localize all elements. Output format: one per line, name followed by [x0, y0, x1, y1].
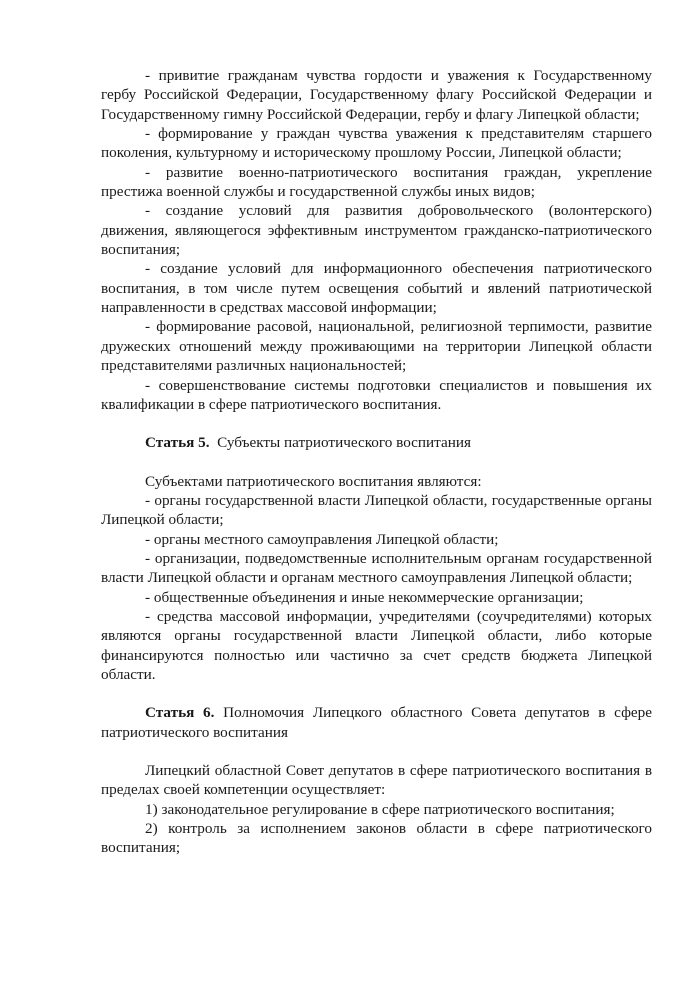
- document-body: [101, 66, 652, 858]
- article-6-intro: Липецкий областной Совет депутатов в сфере патриотического воспитания в пределах своей компетенции осуществляет:: [101, 762, 652, 799]
- article-5-intro: Субъектами патриотического воспитания являются:: [145, 472, 482, 490]
- article-6-title: Полномочия Липецкого областного Совета депутатов в сфере патриотического воспитания: [101, 704, 653, 741]
- list-item: - органы государственной власти Липецкой области, государственные органы Липецкой области;: [101, 491, 652, 529]
- list-item: - общественные объединения и иные некоммерческие организации;: [145, 588, 584, 606]
- list-item: - органы местного самоуправления Липецкой области;: [145, 530, 499, 548]
- list-item: - формирование у граждан чувства уважения к представителям старшего поколения, культурному и историческому прошлому России, Липецкой области;: [101, 125, 652, 162]
- list-item: - совершенствование системы подготовки специалистов и повышения их квалификации в сфере патриотического воспитания.: [101, 376, 652, 413]
- list-item: - привитие гражданам чувства гордости и уважения к Государственному гербу Российской Федерации, Государственному флагу Российской Федерации и Государственному гимну Российской Федерации, гербу и флагу Липецкой области;: [101, 67, 652, 123]
- article-6-heading: [101, 703, 652, 742]
- list-item: - создание условий для развития добровольческого (волонтерского) движения, являющегося эффективным инструментом гражданско-патриотического воспитания;: [101, 202, 652, 259]
- article-5-title: Субъекты патриотического воспитания: [217, 434, 471, 452]
- list-item: - организации, подведомственные исполнительным органам государственной власти Липецкой области и органам местного самоуправления Липецкой области;: [101, 549, 652, 587]
- list-item: 1) законодательное регулирование в сфере патриотического воспитания;: [145, 800, 615, 818]
- list-item: - создание условий для информационного обеспечения патриотического воспитания, в том числе путем освещения событий и явлений патриотической направленности в средствах массовой информации;: [101, 260, 652, 317]
- article-6-number: Статья 6.: [145, 704, 215, 722]
- article-5-heading: [101, 433, 652, 452]
- list-item: 2) контроль за исполнением законов области в сфере патриотического воспитания;: [101, 820, 652, 857]
- list-item: - средства массовой информации, учредителями (соучредителями) которых являются органы государственной власти Липецкой области, либо которые финансируются полностью или частично за счет средств бюджета Липецкой области.: [101, 607, 652, 683]
- list-item: - формирование расовой, национальной, религиозной терпимости, развитие дружеских отношений между проживающими на территории Липецкой области представителями различных национальностей;: [101, 318, 652, 375]
- list-item: - развитие военно-патриотического воспитания граждан, укрепление престижа военной службы и государственной службы иных видов;: [101, 163, 652, 201]
- article-5-number: Статья 5.: [145, 434, 210, 452]
